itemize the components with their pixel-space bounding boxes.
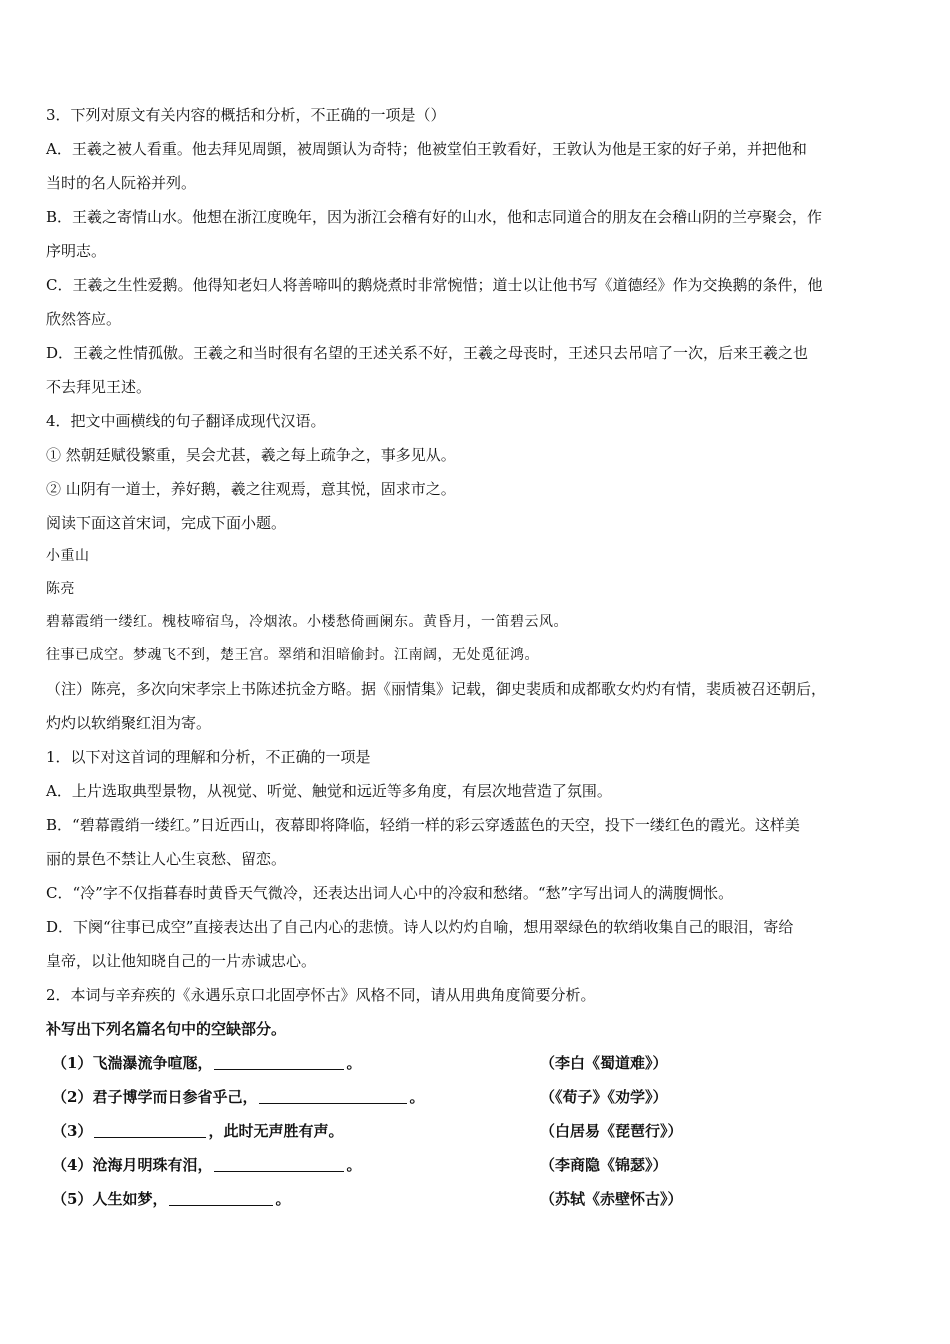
answer-blank[interactable]	[169, 1187, 273, 1206]
fill-item-after: 。	[275, 1190, 291, 1208]
fill-item-after: 。	[346, 1054, 362, 1072]
answer-blank[interactable]	[259, 1085, 407, 1104]
fill-item-before: 飞湍瀑流争喧豗，	[92, 1054, 213, 1072]
q4-stem: 4．把文中画横线的句子翻译成现代汉语。	[46, 412, 326, 430]
q3-option-b-line2: 序明志。	[46, 242, 107, 260]
answer-blank[interactable]	[214, 1051, 344, 1070]
p1-stem: 1．以下对这首词的理解和分析，不正确的一项是	[46, 748, 371, 766]
fill-item-number: （1）	[52, 1054, 93, 1072]
poem-intro: 阅读下面这首宋词，完成下面小题。	[46, 514, 287, 532]
document-page	[46, 98, 908, 1216]
fill-item-4	[46, 1148, 908, 1182]
poem-line-2: 往事已成空。梦魂飞不到，楚王宫。翠绡和泪暗偷封。江南阔，无处觅征鸿。	[46, 647, 539, 663]
poem-note-line2: 灼灼以软绡聚红泪为寄。	[46, 714, 212, 732]
fill-item-before: 君子博学而日参省乎己，	[92, 1088, 258, 1106]
fill-item-source: （李商隐《锦瑟》）	[540, 1156, 668, 1174]
fill-item-source: （李白《蜀道难》）	[540, 1054, 668, 1072]
fill-heading: 补写出下列名篇名句中的空缺部分。	[46, 1020, 287, 1038]
p1-option-d-line2: 皇帝，以让他知晓自己的一片赤诚忠心。	[46, 952, 317, 970]
fill-item-2	[46, 1080, 908, 1114]
poem-title: 小重山	[46, 548, 90, 564]
q3-option-a-line1: A．王羲之被人看重。他去拜见周顗，被周顗认为奇特；他被堂伯王敦看好，王敦认为他是王家的好子弟，并把他和	[46, 140, 807, 158]
p1-option-b-line1: B．“碧幕霞绡一缕红。”日近西山，夜幕即将降临，轻绡一样的彩云穿透蓝色的天空，投下一缕红色的霞光。这样美	[46, 816, 800, 834]
q3-option-a-line2: 当时的名人阮裕并列。	[46, 174, 197, 192]
p1-option-c: C．“冷”字不仅指暮春时黄昏天气微冷，还表达出词人心中的冷寂和愁绪。“愁”字写出词人的满腹惆怅。	[46, 884, 734, 902]
q3-option-b-line1: B．王羲之寄情山水。他想在浙江度晚年，因为浙江会稽有好的山水，他和志同道合的朋友在会稽山阴的兰亭聚会，作	[46, 208, 823, 226]
fill-item-number: （2）	[52, 1088, 93, 1106]
fill-item-before: 沧海月明珠有泪，	[92, 1156, 213, 1174]
p1-option-b-line2: 丽的景色不禁让人心生哀愁、留恋。	[46, 850, 287, 868]
fill-item-source: （白居易《琵琶行》）	[540, 1122, 683, 1140]
fill-item-source: （苏轼《赤壁怀古》）	[540, 1190, 683, 1208]
poem-line-1: 碧幕霞绡一缕红。槐枝啼宿鸟，冷烟浓。小楼愁倚画阑东。黄昏月，一笛碧云风。	[46, 614, 568, 630]
answer-blank[interactable]	[214, 1153, 344, 1172]
fill-item-number: （4）	[52, 1156, 93, 1174]
fill-item-after: 。	[409, 1088, 425, 1106]
fill-item-5	[46, 1182, 908, 1216]
fill-item-number: （5）	[52, 1190, 93, 1208]
q4-item-2: ② 山阴有一道士，养好鹅，羲之往观焉，意其悦，固求市之。	[46, 480, 456, 498]
q3-option-d-line2: 不去拜见王述。	[46, 378, 152, 396]
q3-option-c-line2: 欣然答应。	[46, 310, 122, 328]
fill-item-1	[46, 1046, 908, 1080]
answer-blank[interactable]	[94, 1119, 206, 1138]
q3-option-c-line1: C．王羲之生性爱鹅。他得知老妇人将善啼叫的鹅烧煮时非常惋惜；道士以让他书写《道德经》作为交换鹅的条件，他	[46, 276, 823, 294]
poem-note-line1: （注）陈亮，多次向宋孝宗上书陈述抗金方略。据《丽情集》记载，御史裴质和成都歌女灼灼有情，裴质被召还朝后，	[46, 680, 827, 698]
q3-option-d-line1: D．王羲之性情孤傲。王羲之和当时很有名望的王述关系不好，王羲之母丧时，王述只去吊唁了一次，后来王羲之也	[46, 344, 809, 362]
fill-item-3	[46, 1114, 908, 1148]
fill-item-before: 人生如梦，	[92, 1190, 168, 1208]
p2-stem: 2．本词与辛弃疾的《永遇乐京口北固亭怀古》风格不同，请从用典角度简要分析。	[46, 986, 596, 1004]
q4-item-1: ① 然朝廷赋役繁重，吴会尤甚，羲之每上疏争之，事多见从。	[46, 446, 456, 464]
fill-item-after: ，此时无声胜有声。	[208, 1122, 344, 1140]
q3-stem: 3．下列对原文有关内容的概括和分析，不正确的一项是（）	[46, 106, 446, 124]
fill-item-source: （《荀子》《劝学》）	[540, 1088, 668, 1106]
p1-option-a: A．上片选取典型景物，从视觉、听觉、触觉和远近等多角度，有层次地营造了氛围。	[46, 782, 612, 800]
fill-item-after: 。	[346, 1156, 362, 1174]
poem-author: 陈亮	[46, 581, 75, 597]
p1-option-d-line1: D．下阕“往事已成空”直接表达出了自己内心的悲愤。诗人以灼灼自喻，想用翠绿色的软绡收集自己的眼泪，寄给	[46, 918, 794, 936]
fill-item-number: （3）	[52, 1122, 93, 1140]
